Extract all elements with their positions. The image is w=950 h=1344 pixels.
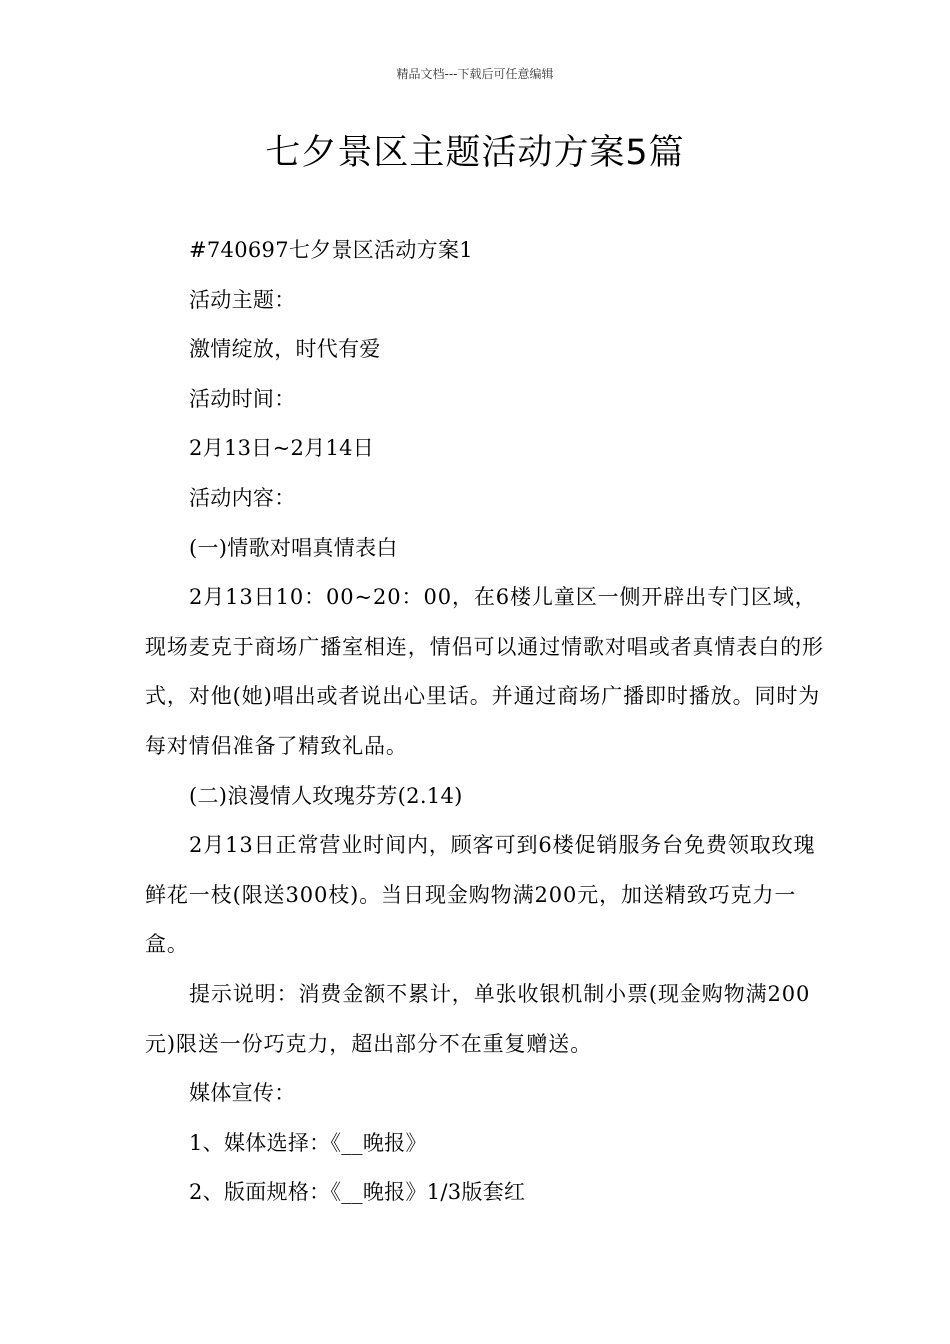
paragraph-content-label: 活动内容：: [189, 485, 296, 510]
paragraph-media-size: 2、版面规格：《__晚报》1/3版套红: [189, 1180, 526, 1205]
page-header-note: 精品文档---下载后可任意编辑: [396, 67, 554, 81]
paragraph-media-label: 媒体宣传：: [189, 1081, 296, 1106]
paragraph-theme-value: 激情绽放，时代有爱: [189, 337, 381, 362]
paragraph-item-two-heading: (二)浪漫情人玫瑰芬芳(2.14): [189, 783, 463, 808]
paragraph-time-label: 活动时间：: [189, 386, 296, 411]
paragraph-item-one-heading: (一)情歌对唱真情表白: [189, 535, 398, 560]
section-heading: #740697七夕景区活动方案1: [189, 238, 473, 262]
paragraph-item-two-body: 2月13日正常营业时间内，顾客可到6楼促销服务台免费领取玫瑰鲜花一枝(限送300枝)。当日现金购物满200元，加送精致巧克力一盒。: [145, 833, 816, 957]
document-body: [145, 226, 835, 1218]
paragraph-media-choice: 1、媒体选择：《__晚报》: [189, 1130, 427, 1155]
document-title: 七夕景区主题活动方案5篇: [265, 133, 685, 173]
paragraph-note: 提示说明：消费金额不累计，单张收银机制小票(现金购物满200元)限送一份巧克力，超出部分不在重复赠送。: [145, 981, 811, 1056]
paragraph-item-one-body: 2月13日10：00~20：00，在6楼儿童区一侧开辟出专门区域，现场麦克于商场广播室相连，情侣可以通过情歌对唱或者真情表白的形式，对他(她)唱出或者说出心里话。并通过商场广播即时播放。同时为每对情侣准备了精致礼品。: [145, 585, 824, 758]
paragraph-theme-label: 活动主题：: [189, 287, 296, 312]
paragraph-time-value: 2月13日~2月14日: [189, 436, 375, 461]
